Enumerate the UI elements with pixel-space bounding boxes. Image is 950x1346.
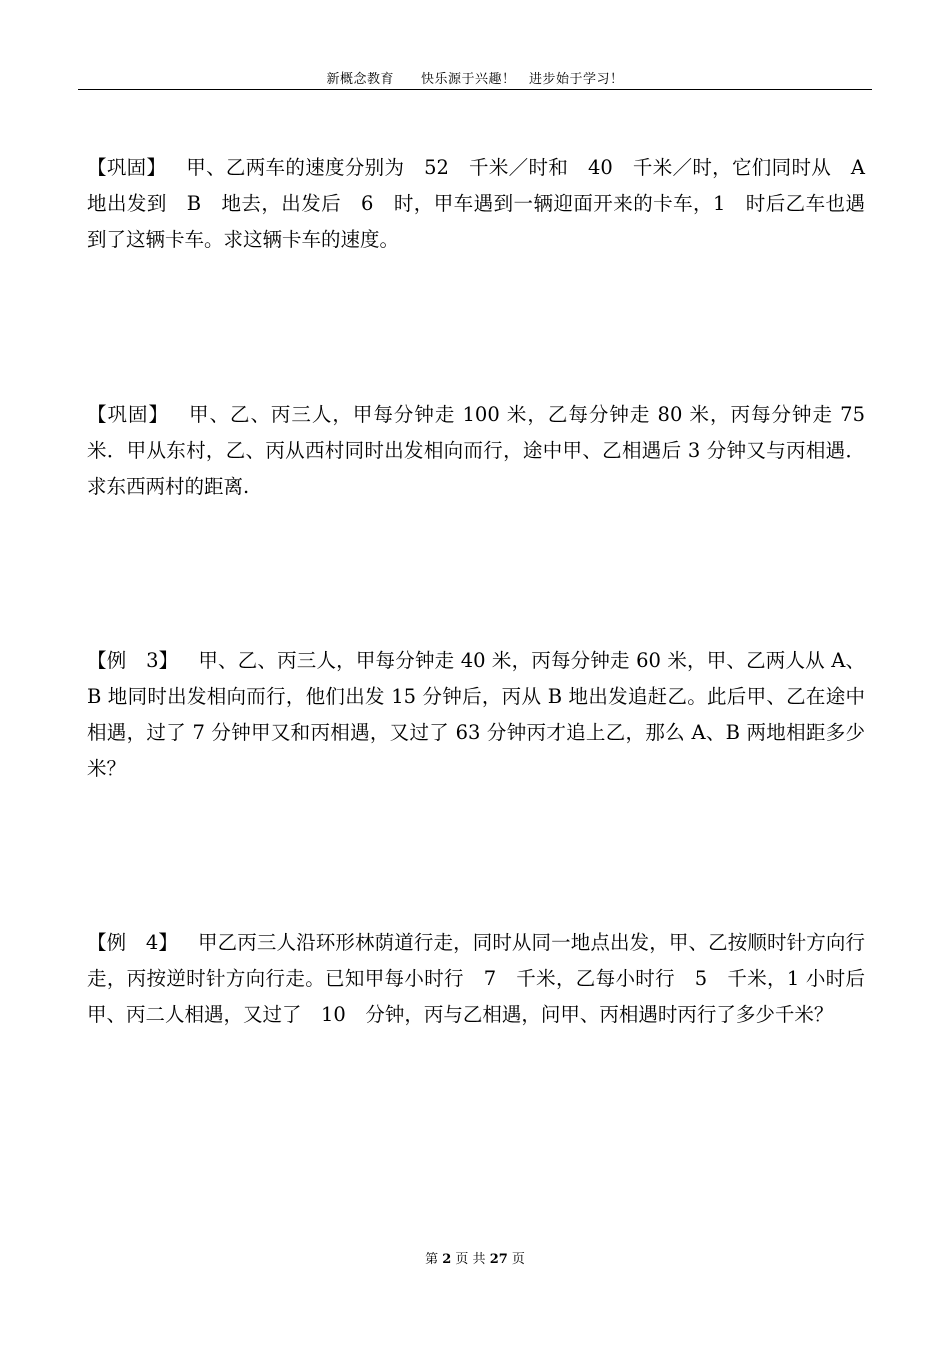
problem-tag: 【巩固】 — [87, 403, 169, 426]
header-text: 新概念教育 快乐源于兴趣！ 进步始于学习！ — [326, 72, 624, 87]
problem-tag: 【巩固】 — [87, 156, 167, 179]
problem-block-1 — [87, 150, 885, 258]
problem-block-2 — [87, 397, 865, 505]
current-page-number: 2 — [442, 1252, 452, 1267]
problem-block-4 — [87, 925, 865, 1033]
footer-middle: 页 共 — [455, 1252, 486, 1267]
footer-prefix: 第 — [425, 1252, 439, 1267]
page-footer — [0, 1252, 950, 1268]
problem-text: 甲、乙两车的速度分别为 52 千米／时和 40 千米／时，它们同时从 A 地出发到 B 地去，出发后 6 时，甲车遇到一辆迎面开来的卡车，1 时后乙车也遇到了这辆卡车。求这辆卡车的速度。 — [87, 156, 885, 251]
problem-block-3 — [87, 643, 865, 787]
problem-text: 甲乙丙三人沿环形林荫道行走，同时从同一地点出发，甲、乙按顺时针方向行走，丙按逆时针方向行走。已知甲每小时行 7 千米，乙每小时行 5 千米，1 小时后甲、丙二人相遇，又过了 10 分钟，丙与乙相遇，问甲、丙相遇时丙行了多少千米？ — [87, 931, 865, 1026]
problem-text: 甲、乙、丙三人，甲每分钟走 40 米，丙每分钟走 60 米，甲、乙两人从 A、B 地同时出发相向而行，他们出发 15 分钟后，丙从 B 地出发追赶乙。此后甲、乙在途中相遇，过了 7 分钟甲又和丙相遇，又过了 63 分钟丙才追上乙，那么 A、B 两地相距多少米？ — [87, 649, 865, 780]
page-header — [78, 72, 872, 88]
problem-tag: 【例 4】 — [87, 931, 179, 954]
total-page-count: 27 — [489, 1252, 508, 1267]
problem-tag: 【例 3】 — [87, 649, 179, 672]
header-divider — [78, 89, 872, 90]
problem-text: 甲、乙、丙三人，甲每分钟走 100 米，乙每分钟走 80 米，丙每分钟走 75 米．甲从东村，乙、丙从西村同时出发相向而行，途中甲、乙相遇后 3 分钟又与丙相遇．求东西两村的距离. — [87, 403, 865, 498]
footer-suffix: 页 — [511, 1252, 525, 1267]
